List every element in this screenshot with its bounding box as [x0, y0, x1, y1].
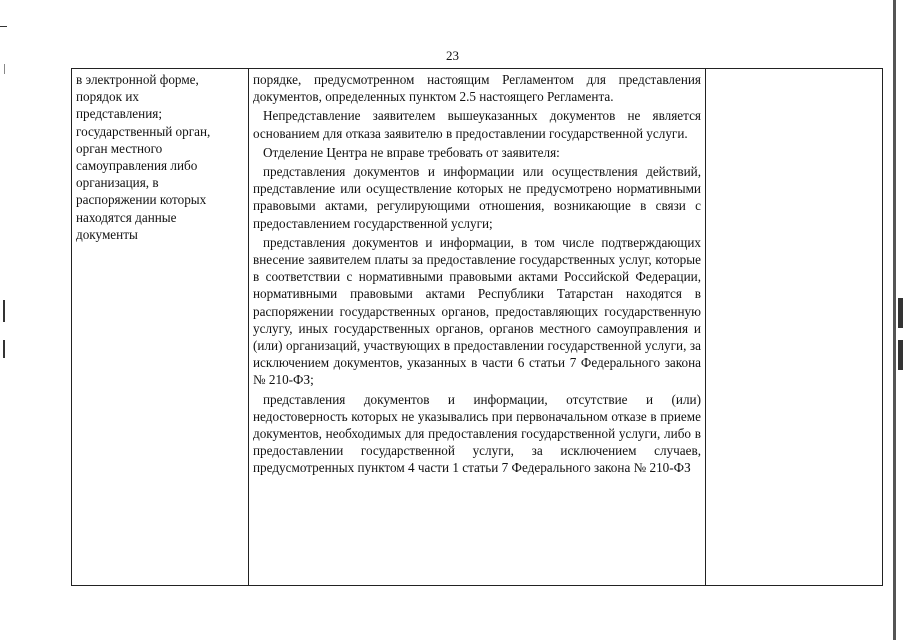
paragraph: Непредставление заявителем вышеуказанных документов не является основанием для отказа заявителю в предоставлении государственной услуги. [253, 108, 701, 141]
paragraph: представления документов и информации или осуществления действий, представление или осуществление которых не предусмотрено нормативными правовыми актами, регулирующими отношения, возникающие в связи с предоставлением государственной услуги; [253, 164, 701, 231]
cell-line: представления; [76, 106, 163, 122]
page-number: 23 [446, 48, 459, 63]
cell-line: самоуправления либо [76, 158, 198, 174]
scan-artifact-left-mark [4, 64, 5, 74]
cell-line: в электронной форме, [76, 72, 199, 87]
table-row [72, 69, 883, 586]
scan-artifact-right-block-2 [898, 340, 903, 370]
scan-artifact-left-dash [0, 26, 7, 27]
paragraph: порядке, предусмотренном настоящим Регламентом для представления документов, определенных пунктом 2.5 настоящего Регламента. [253, 72, 701, 105]
cell-line: порядок их [76, 89, 139, 105]
table-cell-procedure-text [249, 69, 706, 586]
cell-line: орган местного [76, 140, 163, 156]
table-cell-documents-description [72, 69, 249, 586]
cell-line: находятся данные [76, 209, 177, 225]
cell-line: государственный орган, [76, 123, 211, 139]
paragraph: представления документов и информации, отсутствие и (или) недостоверность которых не указывались при первоначальном отказе в приеме документов, необходимых для предоставления государственной услуги, либо в предоставлении государственной услуги, за исключением случаев, предусмотренных пунктом 4 части 1 статьи 7 Федерального закона № 210-ФЗ [253, 391, 701, 476]
scan-artifact-left-bar-2 [3, 340, 5, 358]
scan-artifact-left-bar [3, 300, 5, 322]
paragraph: представления документов и информации, в том числе подтверждающих внесение заявителем платы за предоставление государственных услуг, которые в соответствии с нормативными правовыми актами Российской Федерации, нормативными правовыми актами Республики Татарстан находятся в распоряжении государственных органов, предоставляющих государственную услугу, иных государственных органов, органов местного самоуправления и (или) организаций, участвующих в предоставлении государственной услуги, за исключением документов, указанных в части 6 статьи 7 Федерального закона № 210-ФЗ; [253, 234, 701, 388]
document-table [71, 68, 883, 586]
cell-line: документы [76, 226, 138, 242]
scan-artifact-right-block [898, 298, 903, 328]
cell-line: распоряжении которых [76, 192, 207, 208]
scan-artifact-right-edge [893, 0, 896, 640]
cell-line: организация, в [76, 175, 159, 191]
paragraph: Отделение Центра не вправе требовать от заявителя: [263, 144, 560, 160]
table-cell-empty [706, 69, 883, 586]
